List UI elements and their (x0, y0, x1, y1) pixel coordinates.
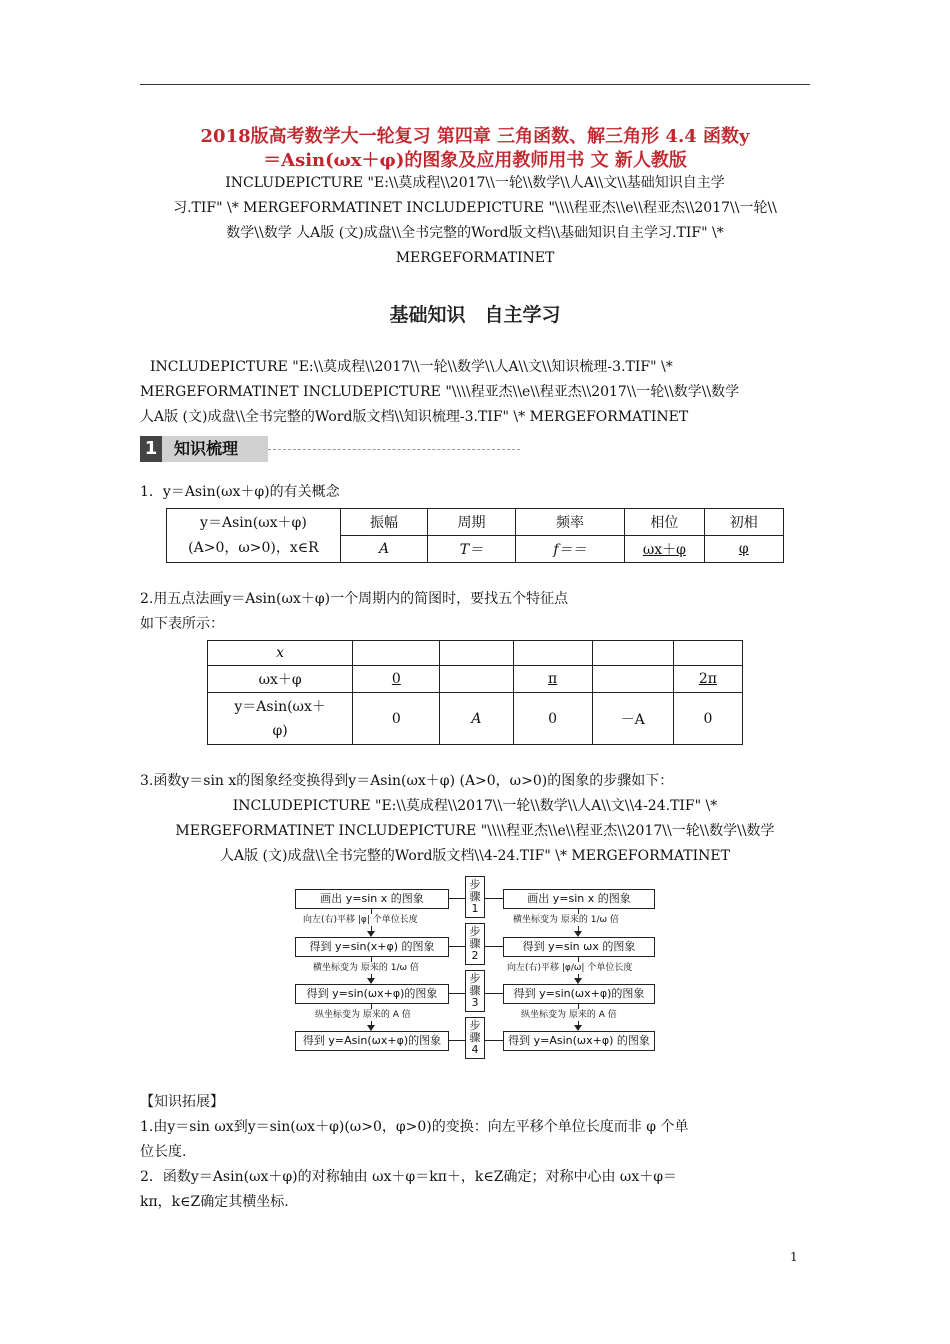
badge-number: 1 (140, 436, 162, 462)
include-line: 人A版 (文)成盘\\全书完整的Word版文档\\4-24.TIF" \* MERGEFORMATINET (219, 848, 730, 864)
value-cell (704, 536, 783, 563)
phase-value: 0 (391, 671, 401, 687)
concept-table (166, 508, 784, 563)
include-line: MERGEFORMATINET INCLUDEPICTURE "\\\\程亚杰\\e\\程亚杰\\2017\\一轮\\数学\\数学 (140, 384, 740, 400)
extension-title: 【知识拓展】 (140, 1094, 224, 1110)
arrow-down-icon (367, 931, 375, 937)
value-cell (340, 536, 427, 563)
concept-left-line: (A>0，ω>0)，x∈R (188, 539, 319, 556)
row-label-text: x (276, 645, 285, 661)
left-note: 纵坐标变为 原来的 A 倍 (315, 1010, 411, 1020)
arrow-down-icon (574, 931, 582, 937)
x-cell (513, 641, 592, 666)
page-number: 1 (790, 1250, 798, 1264)
arrow-down-icon (367, 978, 375, 984)
concept-left-cell (167, 509, 341, 563)
y-cell: －A (592, 693, 673, 745)
header-cell: 周期 (428, 509, 515, 536)
step-link (485, 1040, 503, 1041)
right-note: 向左(右)平移 |φ/ω| 个单位长度 (507, 963, 633, 973)
left-box: 得到 y=Asin(ωx+φ)的图象 (295, 1031, 449, 1051)
include-line: 数学\\数学 人A版 (文)成盘\\全书完整的Word版文档\\基础知识自主学习.TIF" \* (226, 225, 724, 241)
include-line: MERGEFORMATINET INCLUDEPICTURE "\\\\程亚杰\\e\\程亚杰\\2017\\一轮\\数学\\数学 (175, 823, 775, 839)
item2-line: 2.用五点法画y＝Asin(ωx＋φ)一个周期内的简图时，要找五个特征点 (140, 591, 569, 607)
value-cell (515, 536, 625, 563)
left-box: 得到 y=sin(x+φ) 的图象 (295, 937, 449, 957)
phase-cell (592, 666, 673, 693)
y-cell: 0 (673, 693, 742, 745)
step-char: 步 (469, 972, 481, 985)
doc-title-line2: ＝Asin(ωx＋φ)的图象及应用教师用书 文 新人教版 (263, 150, 687, 171)
include-line: 人A版 (文)成盘\\全书完整的Word版文档\\知识梳理-3.TIF" \* MERGEFORMATINET (140, 409, 689, 425)
step-char: 步 (469, 1019, 481, 1032)
step-char: 2 (471, 949, 479, 962)
step-link (485, 898, 503, 899)
y-cell (440, 693, 513, 745)
right-box: 画出 y=sin x 的图象 (503, 889, 655, 909)
x-cell (440, 641, 513, 666)
x-cell (592, 641, 673, 666)
x-cell (673, 641, 742, 666)
step-marker (465, 1017, 485, 1059)
item1-heading: 1．y＝Asin(ωx＋φ)的有关概念 (140, 484, 340, 500)
badge-label: 知识梳理 (174, 439, 239, 458)
y-cell: 0 (353, 693, 440, 745)
phase-cell (353, 666, 440, 693)
step-link (485, 993, 503, 994)
right-box: 得到 y=sin ωx 的图象 (503, 937, 655, 957)
value-text: φ (738, 541, 749, 557)
include-block-1 (140, 171, 810, 271)
item2-heading (140, 587, 810, 637)
step-char: 步 (469, 878, 481, 891)
step-char: 骤 (469, 1031, 481, 1044)
value-text: ωx＋φ (642, 542, 686, 558)
concept-left-line: y＝Asin(ωx＋φ) (200, 514, 307, 531)
step-char: 骤 (469, 937, 481, 950)
item3-heading: 3.函数y＝sin x的图象经变换得到y＝Asin(ωx＋φ) (A>0，ω>0)的图象的步骤如下： (140, 773, 674, 789)
phase-cell (440, 666, 513, 693)
arrow-down-icon (574, 978, 582, 984)
y-cell: 0 (513, 693, 592, 745)
left-box: 得到 y=sin(ωx+φ)的图象 (295, 984, 449, 1004)
knowledge-badge (140, 436, 268, 462)
include-block-2 (140, 355, 810, 430)
x-cell (353, 641, 440, 666)
step-link (485, 946, 503, 947)
header-cell: 相位 (625, 509, 704, 536)
step-char: 骤 (469, 890, 481, 903)
row-label-line: φ) (272, 722, 288, 739)
y-value: A (471, 710, 482, 727)
header-rule (140, 84, 810, 85)
row-label: ωx＋φ (208, 666, 353, 693)
left-note: 横坐标变为 原来的 1/ω 倍 (313, 963, 419, 973)
include-line: 习.TIF" \* MERGEFORMATINET INCLUDEPICTURE "\\\\程亚杰\\e\\程亚杰\\2017\\一轮\\ (173, 200, 777, 216)
right-box: 得到 y=Asin(ωx+φ) 的图象 (503, 1031, 655, 1051)
phase-value: 2π (698, 671, 717, 687)
step-link (448, 946, 465, 947)
step-link (448, 993, 465, 994)
extension-line: kπ，k∈Z确定其横坐标. (140, 1194, 289, 1210)
extension-line: 1.由y＝sin ωx到y＝sin(ωx＋φ)(ω>0，φ>0)的变换：向左平移个单位长度而非 φ 个单 (140, 1119, 689, 1135)
row-label (208, 641, 353, 666)
doc-title-line1: 2018版高考数学大一轮复习 第四章 三角函数、解三角形 4.4 函数y (200, 126, 750, 147)
extension-block (140, 1090, 810, 1215)
five-point-table (207, 640, 743, 745)
header-cell: 振幅 (340, 509, 427, 536)
step-char: 步 (469, 925, 481, 938)
extension-line: 2．函数y＝Asin(ωx＋φ)的对称轴由 ωx＋φ＝kπ＋，k∈Z确定；对称中心由 ωx＋φ＝ (140, 1169, 678, 1185)
item2-line: 如下表所示： (140, 616, 224, 632)
right-box: 得到 y=sin(ωx+φ)的图象 (503, 984, 655, 1004)
arrow-down-icon (574, 1025, 582, 1031)
step-char: 3 (471, 996, 479, 1009)
arrow-down-icon (367, 1025, 375, 1031)
value-cell (625, 536, 704, 563)
value-text: f＝＝ (553, 542, 587, 558)
step-link (448, 1040, 465, 1041)
header-cell: 频率 (515, 509, 625, 536)
phase-value: π (548, 671, 558, 687)
extension-line: 位长度. (140, 1144, 187, 1160)
right-note: 横坐标变为 原来的 1/ω 倍 (513, 915, 619, 925)
step-marker (465, 970, 485, 1012)
include-block-3 (140, 794, 810, 869)
include-line: MERGEFORMATINET (395, 250, 555, 266)
include-line: INCLUDEPICTURE "E:\\莫成程\\2017\\一轮\\数学\\人A\\文\\4-24.TIF" \* (232, 798, 718, 814)
badge-divider (268, 449, 520, 450)
include-line: INCLUDEPICTURE "E:\\莫成程\\2017\\一轮\\数学\\人A\\文\\基础知识自主学 (225, 175, 725, 191)
value-cell (428, 536, 515, 563)
step-char: 骤 (469, 984, 481, 997)
step-char: 1 (471, 902, 479, 915)
transform-flowchart (295, 876, 655, 1061)
header-cell: 初相 (704, 509, 783, 536)
section-heading: 基础知识 自主学习 (389, 304, 561, 326)
phase-cell (513, 666, 592, 693)
phase-cell (673, 666, 742, 693)
step-marker (465, 876, 485, 918)
step-marker (465, 923, 485, 965)
step-link (448, 898, 465, 899)
value-text: T＝ (459, 542, 484, 558)
right-note: 纵坐标变为 原来的 A 倍 (521, 1010, 617, 1020)
include-line: INCLUDEPICTURE "E:\\莫成程\\2017\\一轮\\数学\\人A\\文\\知识梳理-3.TIF" \* (150, 359, 673, 375)
left-note: 向左(右)平移 |φ| 个单位长度 (303, 915, 418, 925)
left-box: 画出 y=sin x 的图象 (295, 889, 449, 909)
step-char: 4 (471, 1043, 479, 1056)
row-label (208, 693, 353, 745)
row-label-line: y＝Asin(ωx＋ (234, 698, 326, 715)
value-text: A (378, 541, 390, 557)
